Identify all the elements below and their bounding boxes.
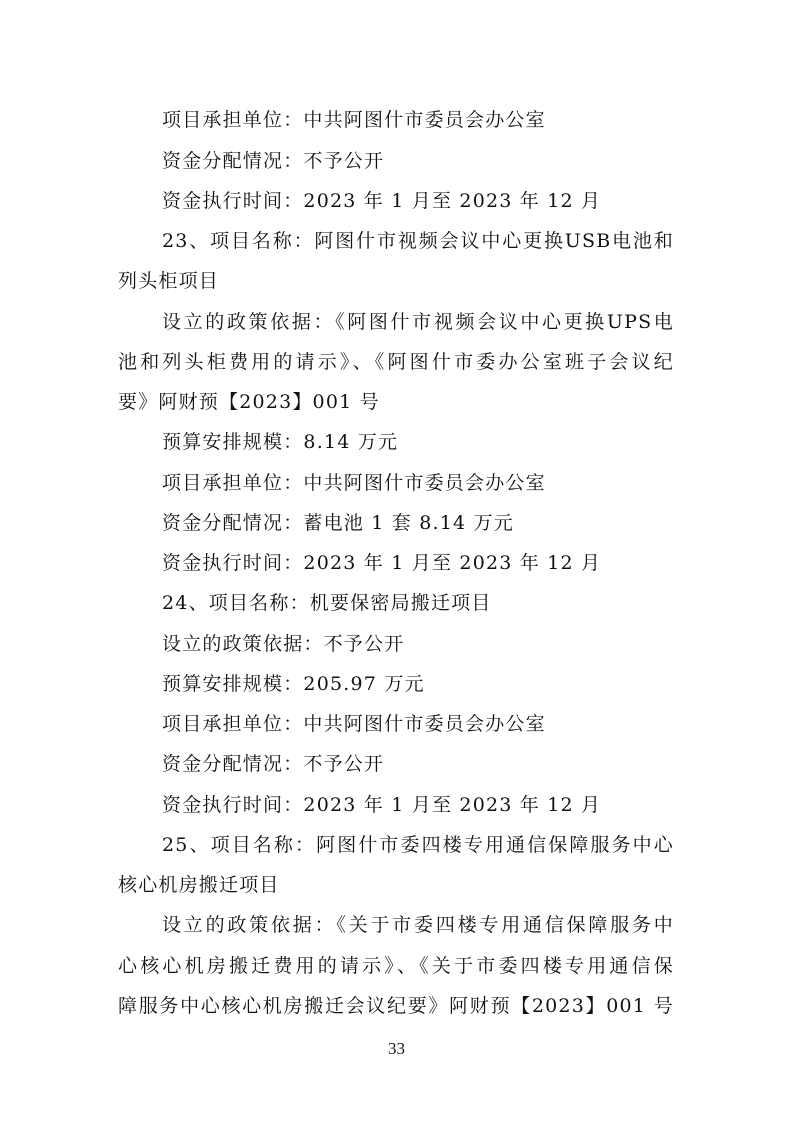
- text-line: 设立的政策依据：《关于市委四楼专用通信保障服务中: [162, 914, 674, 936]
- text-line: 资金执行时间：2023 年 1 月至 2023 年 12 月: [162, 794, 602, 816]
- text-line: 核心机房搬迁项目: [118, 874, 280, 896]
- text-line: 项目承担单位：中共阿图什市委员会办公室: [162, 472, 546, 494]
- text-line: 资金分配情况：蓄电池 1 套 8.14 万元: [162, 512, 514, 534]
- section-heading-25: 25、项目名称：阿图什市委四楼专用通信保障服务中心: [162, 834, 674, 856]
- text-line: 设立的政策依据：《阿图什市视频会议中心更换UPS电: [162, 311, 674, 333]
- text-line: 列头柜项目: [118, 270, 220, 292]
- text-line: 资金执行时间：2023 年 1 月至 2023 年 12 月: [162, 190, 602, 212]
- text-line: 心核心机房搬迁费用的请示》、《关于市委四楼专用通信保: [118, 955, 674, 977]
- page-number: 33: [388, 1039, 405, 1058]
- text-line: 资金分配情况：不予公开: [162, 150, 385, 172]
- section-heading-23: 23、项目名称：阿图什市视频会议中心更换USB电池和: [162, 230, 674, 252]
- text-line: 设立的政策依据：不予公开: [162, 633, 405, 655]
- text-line: 资金执行时间：2023 年 1 月至 2023 年 12 月: [162, 552, 602, 574]
- text-line: 项目承担单位：中共阿图什市委员会办公室: [162, 713, 546, 735]
- section-heading-24: 24、项目名称：机要保密局搬迁项目: [162, 592, 492, 614]
- text-line: 项目承担单位：中共阿图什市委员会办公室: [162, 109, 546, 131]
- text-line: 池和列头柜费用的请示》、《阿图什市委办公室班子会议纪: [118, 351, 674, 373]
- text-line: 要》阿财预【2023】001 号: [118, 391, 380, 413]
- text-line: 障服务中心核心机房搬迁会议纪要》阿财预【2023】001 号: [118, 995, 674, 1017]
- text-line: 预算安排规模：205.97 万元: [162, 673, 425, 695]
- text-line: 资金分配情况：不予公开: [162, 753, 385, 775]
- text-line: 预算安排规模：8.14 万元: [162, 431, 399, 453]
